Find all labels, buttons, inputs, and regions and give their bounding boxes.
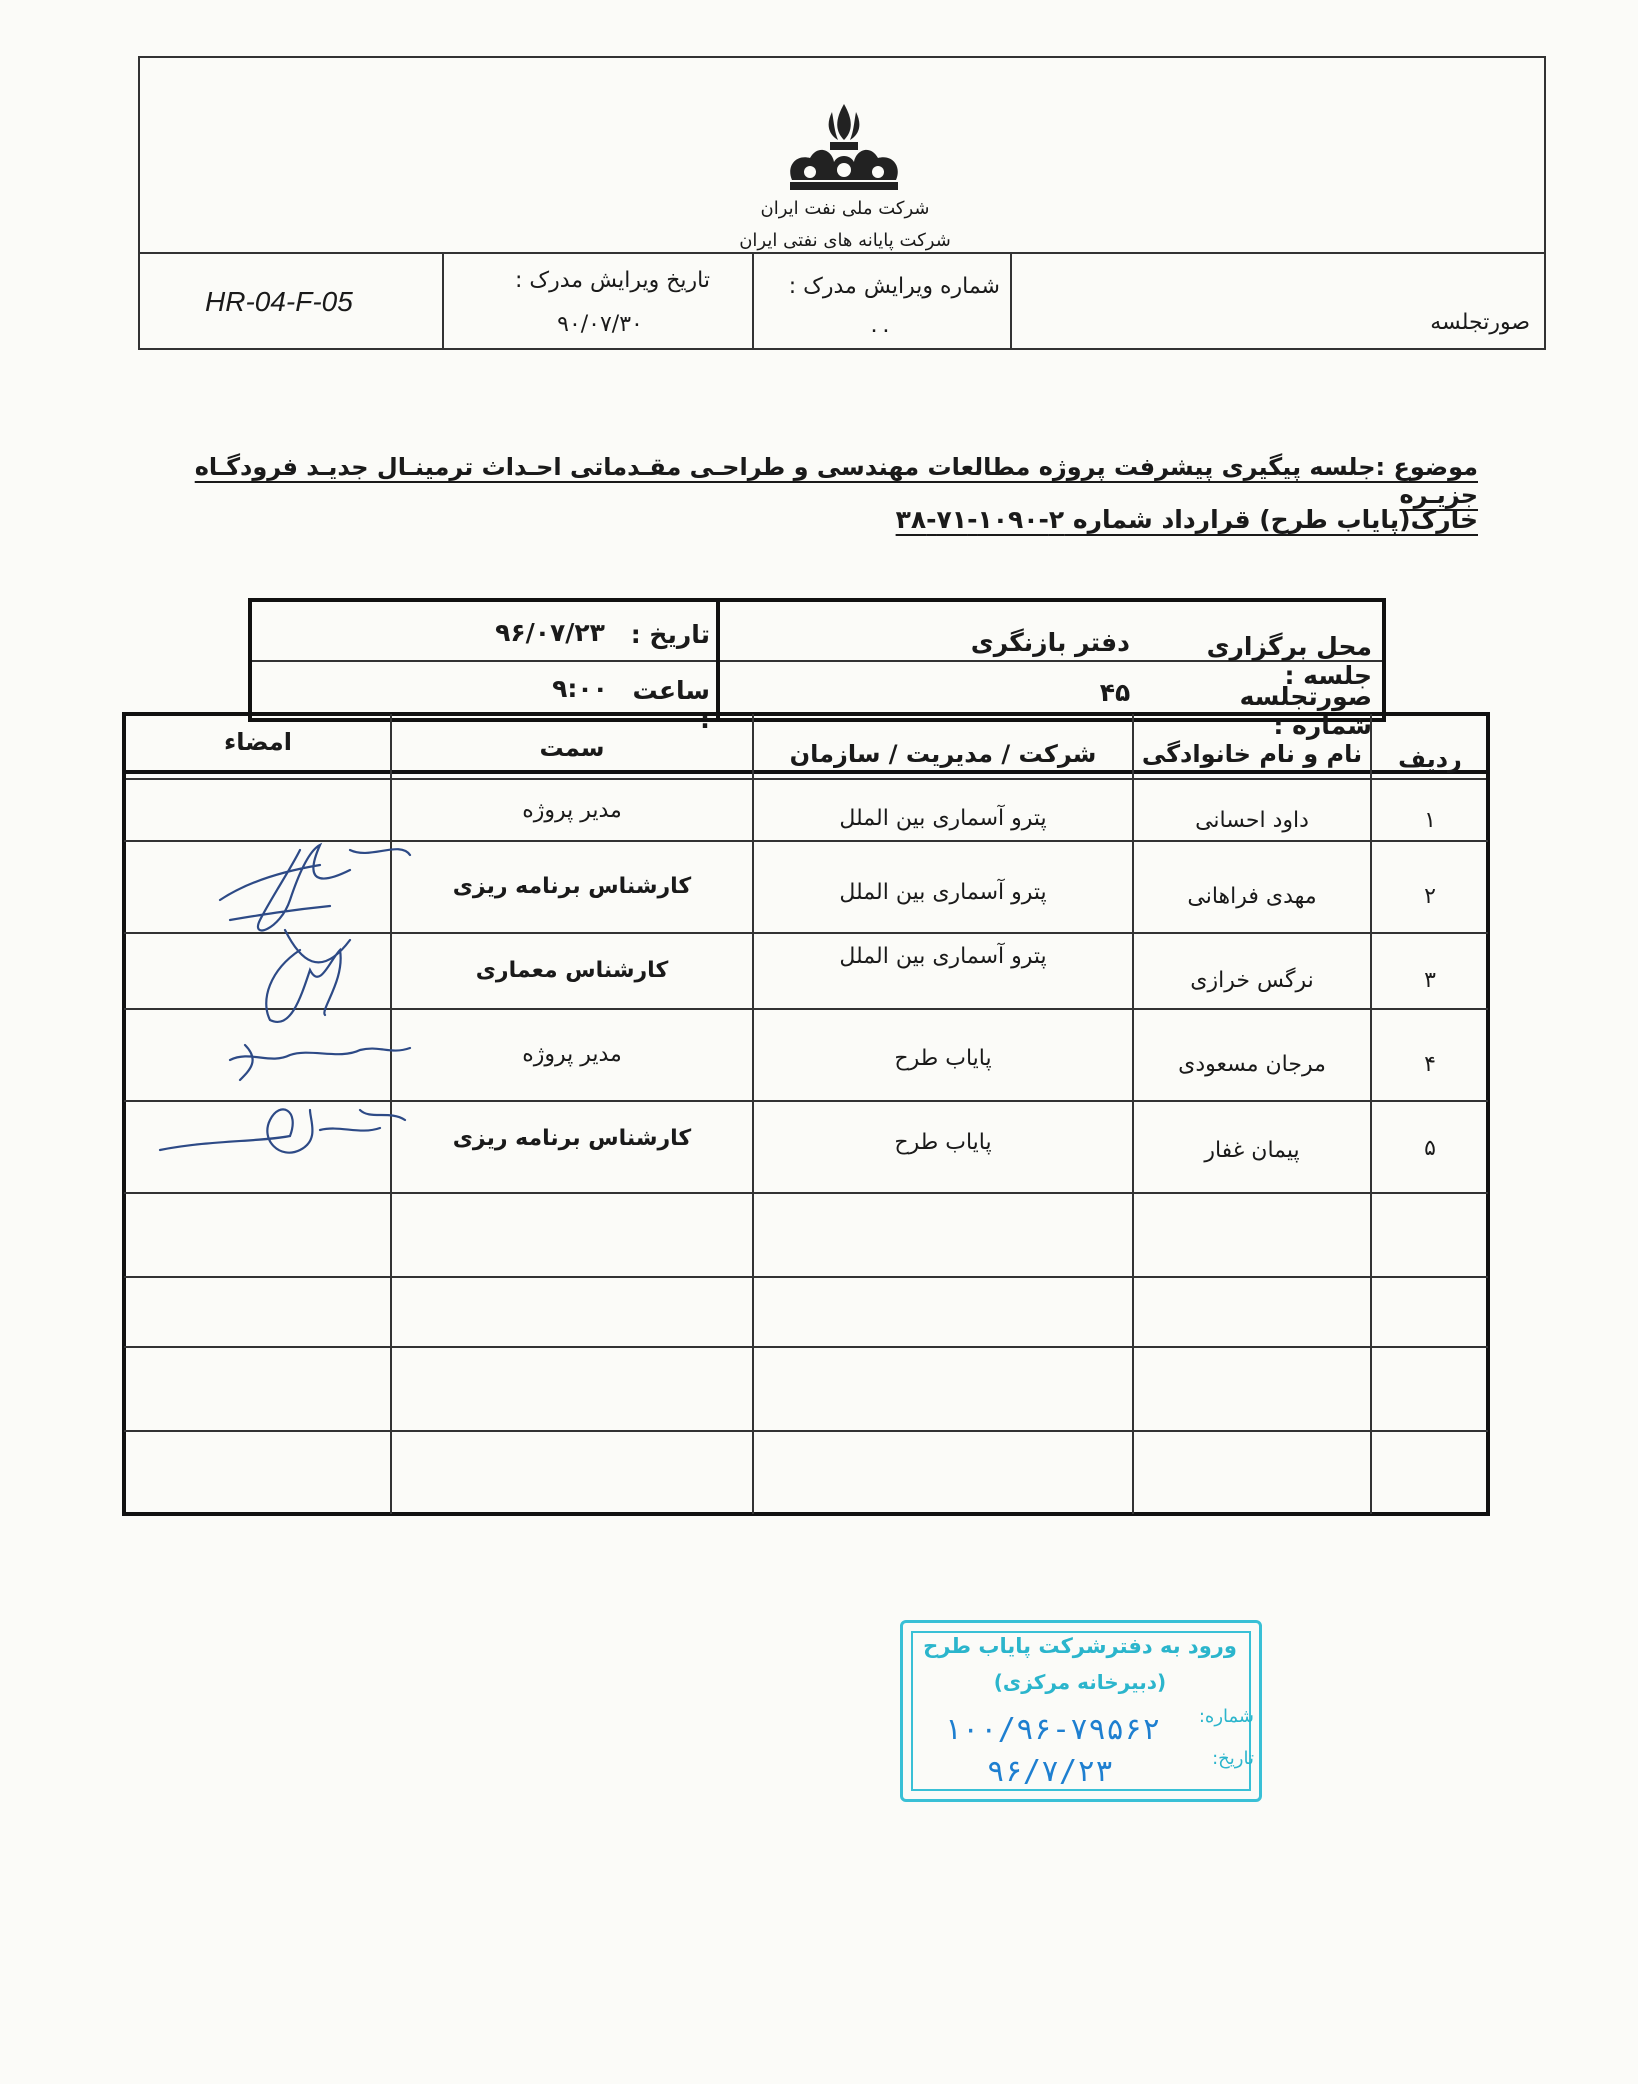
table-col-line-2	[752, 714, 754, 1514]
table-row-line	[124, 1346, 1488, 1348]
table-row-line	[124, 1430, 1488, 1432]
row-5-company: پایاب طرح	[894, 1130, 992, 1155]
row-2-number: ۲	[1424, 884, 1436, 909]
row-2-role: کارشناس برنامه ریزی	[452, 874, 692, 899]
minutes-number-label: صورتجلسه شماره :	[1239, 682, 1372, 740]
time-value: ۹:۰۰	[552, 674, 608, 703]
revision-date-value: ۹۰/۰۷/۳۰	[557, 312, 643, 337]
row-3-role: کارشناس معماری	[475, 958, 669, 983]
stamp-number-label: شماره:	[1198, 1706, 1254, 1727]
row-1-number: ۱	[1424, 808, 1436, 833]
table-row-line	[124, 1276, 1488, 1278]
row-4-name: مرجان مسعودی	[1178, 1052, 1326, 1077]
row-3-number: ۳	[1424, 968, 1436, 993]
revision-date-label: تاریخ ویرایش مدرک :	[515, 268, 710, 293]
row-4-number: ۴	[1424, 1052, 1436, 1077]
location-value: دفتر بازنگری	[970, 628, 1130, 657]
header-col-2	[752, 252, 754, 350]
subject-line-2: خارک(پایاب طرح) قرارداد شماره ۲-۱۰۹۰-۷۱-۳۸	[895, 505, 1478, 534]
revision-number-value: ۰۰	[868, 318, 892, 343]
row-3-name: نرگس خرازی	[1190, 968, 1314, 993]
signature-icon	[150, 810, 420, 1190]
stamp-date-label: تاریخ:	[1212, 1748, 1254, 1769]
table-col-line-3	[1132, 714, 1134, 1514]
stamp-number-value: ۱۰۰/۹۶-۷۹۵۶۲	[943, 1712, 1161, 1747]
header-role: سمت	[539, 734, 605, 762]
header-col-1	[442, 252, 444, 350]
stamp-title: ورود به دفترشرکت پایاب طرح	[923, 1634, 1237, 1658]
meeting-info-col	[716, 602, 720, 718]
header-company: شرکت / مدیریت / سازمان	[789, 740, 1097, 768]
row-1-company: پترو آسماری بین الملل	[839, 806, 1047, 831]
row-5-role: کارشناس برنامه ریزی	[452, 1126, 692, 1151]
stamp-subtitle: (دبیرخانه مرکزی)	[993, 1670, 1167, 1694]
table-header-divider	[122, 770, 1490, 774]
row-1-role: مدیر پروژه	[522, 798, 622, 823]
header-row-number: ردیف	[1398, 745, 1462, 773]
subject-line-1: موضوع :جلسه پیگیری پیشرفت پروژه مطالعات مهندسی و طراحـی مقـدماتی احـداث ترمینـال جدیـد فرودگـاه جزیـره	[194, 453, 1478, 509]
row-5-number: ۵	[1424, 1136, 1436, 1161]
location-label: محل برگزاری جلسه :	[1206, 632, 1372, 690]
header-divider	[138, 252, 1546, 254]
company-name-1: شرکت ملی نفت ایران	[760, 198, 930, 219]
header-col-3	[1010, 252, 1012, 350]
stamp-date-value: ۹۶/۷/۲۳	[986, 1754, 1114, 1789]
row-2-name: مهدی فراهانی	[1187, 884, 1317, 909]
revision-number-label: شماره ویرایش مدرک :	[788, 274, 1000, 299]
row-2-company: پترو آسماری بین الملل	[839, 880, 1047, 905]
row-4-company: پایاب طرح	[894, 1046, 992, 1071]
row-3-company: پترو آسماری بین الملل	[839, 944, 1047, 969]
nioc-logo	[782, 100, 906, 196]
row-5-name: پیمان غفار	[1204, 1138, 1300, 1163]
header-full-name: نام و نام خانوادگی	[1141, 740, 1363, 768]
date-label: تاریخ :	[630, 620, 710, 649]
row-1-name: داود احسانی	[1195, 808, 1309, 833]
doc-code: HR-04-F-05	[205, 286, 353, 317]
row-4-role: مدیر پروژه	[522, 1042, 622, 1067]
doc-type: صورتجلسه	[1430, 310, 1530, 335]
header-signature: امضاء	[223, 728, 292, 756]
time-label: ساعت :	[632, 676, 710, 734]
table-col-line-4	[1370, 714, 1372, 1514]
date-value: ۹۶/۰۷/۲۳	[495, 618, 605, 647]
company-name-2: شرکت پایانه های نفتی ایران	[739, 230, 951, 251]
table-header-divider-2	[126, 778, 1486, 780]
minutes-number-value: ۴۵	[1099, 678, 1131, 707]
table-row-line	[124, 1192, 1488, 1194]
